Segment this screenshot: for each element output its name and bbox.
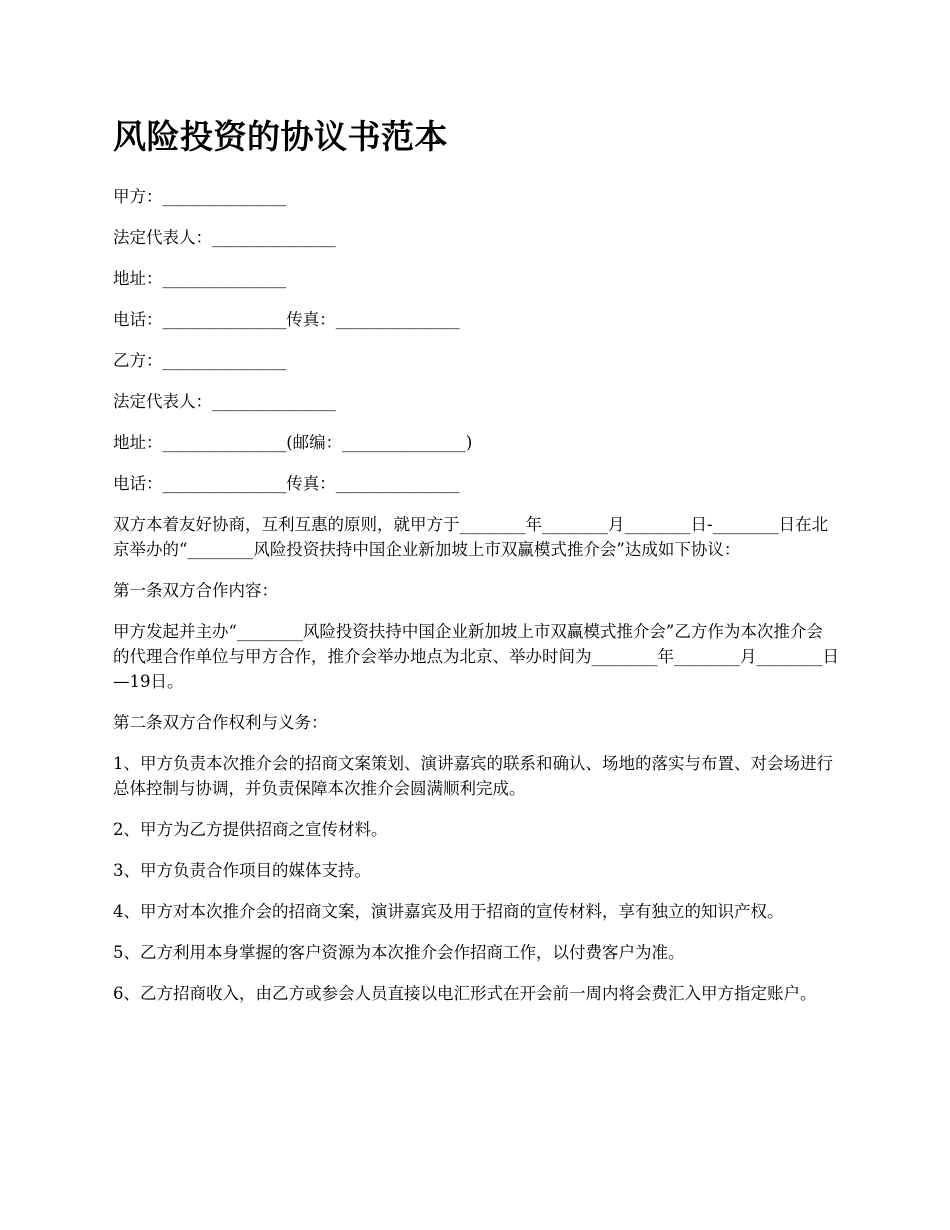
party-a-field: 甲方：_______________: [113, 187, 287, 206]
clause-3: 3、甲方负责合作项目的媒体支持。: [113, 861, 371, 880]
clause-5: 5、乙方利用本身掌握的客户资源为本次推介会作招商工作，以付费客户为准。: [113, 943, 685, 962]
party-b-field: 乙方：_______________: [113, 351, 287, 370]
clause-4: 4、甲方对本次推介会的招商文案，演讲嘉宾及用于招商的宣传材料，享有独立的知识产权。: [113, 902, 784, 921]
party-a-phone-fax-field: 电话：_______________传真：_______________: [113, 310, 460, 329]
document-page: [113, 112, 839, 1022]
intro-paragraph: 双方本着友好协商，互利互惠的原则，就甲方于________年________月________日-________日在北京举办的“________风险投资扶持中国企业新加坡上市双赢模式推介会”达成如下协议：: [113, 515, 829, 559]
document-title: 风险投资的协议书范本: [113, 117, 448, 156]
article-1-title: 第一条双方合作内容：: [113, 581, 278, 600]
party-a-representative-field: 法定代表人：_______________: [113, 228, 336, 247]
party-b-address-field: 地址：_______________(邮编：_______________): [113, 433, 473, 452]
party-b-representative-field: 法定代表人：_______________: [113, 392, 336, 411]
clause-2: 2、甲方为乙方提供招商之宣传材料。: [113, 820, 388, 839]
party-a-address-field: 地址：_______________: [113, 269, 287, 288]
clause-6: 6、乙方招商收入，由乙方或参会人员直接以电汇形式在开会前一周内将会费汇入甲方指定账户。: [113, 984, 817, 1003]
article-1-body: 甲方发起并主办“________风险投资扶持中国企业新加坡上市双赢模式推介会”乙方作为本次推介会的代理合作单位与甲方合作，推介会举办地点为北京、举办时间为________年________月________日—19日。: [113, 622, 839, 691]
party-b-phone-fax-field: 电话：_______________传真：_______________: [113, 474, 460, 493]
clause-1: 1、甲方负责本次推介会的招商文案策划、演讲嘉宾的联系和确认、场地的落实与布置、对会场进行总体控制与协调，并负责保障本次推介会圆满顺利完成。: [113, 754, 833, 798]
article-2-title: 第二条双方合作权利与义务：: [113, 713, 328, 732]
